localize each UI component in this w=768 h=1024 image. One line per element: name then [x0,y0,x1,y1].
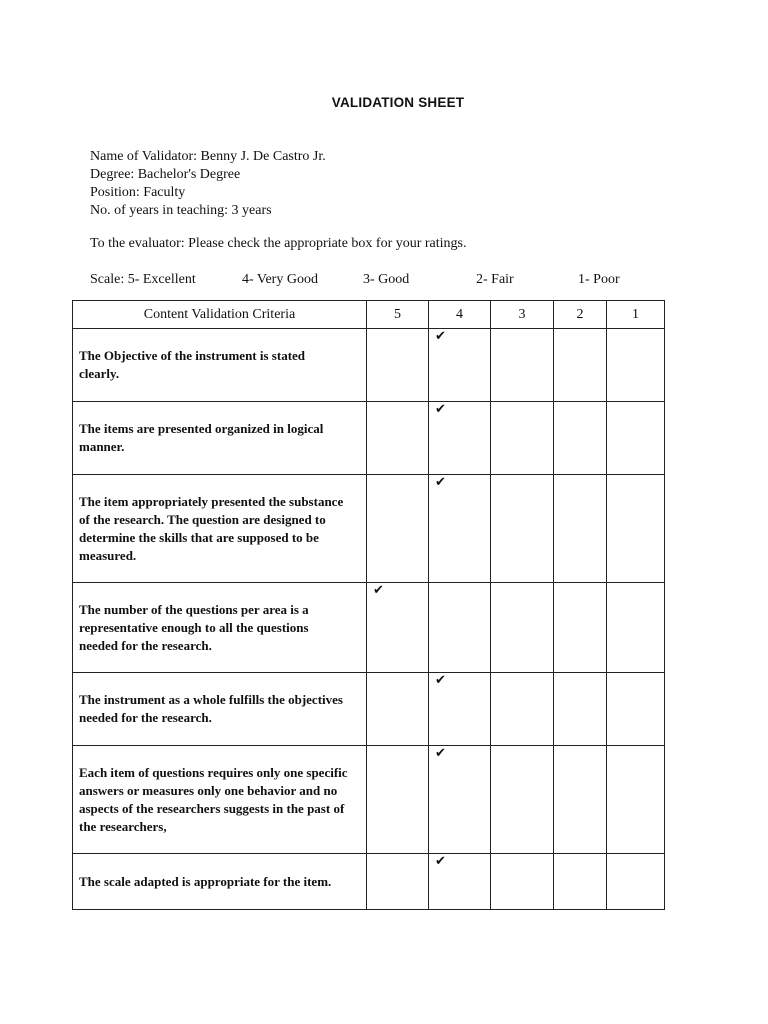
scale-1-poor: 1- Poor [578,272,620,287]
header-rating-5: 5 [367,301,429,329]
checkmark-icon: ✔ [435,402,446,417]
rating-cell-1[interactable] [607,329,665,402]
rating-cell-5[interactable] [367,746,429,854]
rating-cell-1[interactable] [607,746,665,854]
rating-cell-1[interactable] [607,402,665,475]
checkmark-icon: ✔ [373,583,384,598]
header-rating-2: 2 [554,301,607,329]
validator-info [90,148,326,220]
rating-cell-2[interactable] [554,854,607,910]
checkmark-icon: ✔ [435,746,446,761]
evaluator-instruction: To the evaluator: Please check the appropriate box for your ratings. [90,236,467,251]
rating-cell-4[interactable] [429,746,491,854]
rating-cell-5[interactable] [367,475,429,583]
rating-cell-3[interactable] [491,583,554,673]
scale-5-excellent: Scale: 5- Excellent [90,272,196,287]
validator-degree: Degree: Bachelor's Degree [90,167,241,182]
criterion-cell: The Objective of the instrument is stated clearly. [73,329,367,402]
validator-position: Position: Faculty [90,185,186,200]
table-row [73,673,665,746]
criterion-cell: The items are presented organized in logical manner. [73,402,367,475]
rating-cell-5[interactable] [367,402,429,475]
validator-name: Name of Validator: Benny J. De Castro Jr. [90,149,326,164]
rating-cell-5[interactable] [367,329,429,402]
rating-cell-1[interactable] [607,673,665,746]
rating-cell-5[interactable] [367,673,429,746]
checkmark-icon: ✔ [435,854,446,869]
header-rating-4: 4 [429,301,491,329]
rating-cell-4[interactable] [429,329,491,402]
criterion-cell: Each item of questions requires only one specific answers or measures only one behavior and no aspects of the researchers suggests in the past of the researchers, [73,746,367,854]
criterion-cell: The number of the questions per area is a representative enough to all the questions needed for the research. [73,583,367,673]
rating-cell-2[interactable] [554,402,607,475]
criterion-cell: The item appropriately presented the substance of the research. The question are designed to determine the skills that are supposed to be measured. [73,475,367,583]
checkmark-icon: ✔ [435,475,446,490]
rating-cell-4[interactable] [429,583,491,673]
criterion-cell: The instrument as a whole fulfills the objectives needed for the research. [73,673,367,746]
rating-cell-4[interactable] [429,673,491,746]
rating-cell-3[interactable] [491,402,554,475]
scale-3-good: 3- Good [363,272,410,287]
rating-cell-1[interactable] [607,583,665,673]
table-row [73,475,665,583]
table-header-row [73,301,665,329]
header-rating-1: 1 [607,301,665,329]
rating-cell-3[interactable] [491,673,554,746]
table-row [73,402,665,475]
header-criteria: Content Validation Criteria [73,301,367,329]
rating-cell-3[interactable] [491,746,554,854]
rating-cell-3[interactable] [491,475,554,583]
rating-cell-2[interactable] [554,583,607,673]
rating-cell-2[interactable] [554,329,607,402]
criterion-cell: The scale adapted is appropriate for the item. [73,854,367,910]
rating-cell-1[interactable] [607,475,665,583]
header-rating-3: 3 [491,301,554,329]
table-row [73,329,665,402]
scale-4-very-good: 4- Very Good [242,272,318,287]
rating-cell-5[interactable] [367,583,429,673]
rating-cell-5[interactable] [367,854,429,910]
rating-cell-1[interactable] [607,854,665,910]
page-title: VALIDATION SHEET [331,95,465,110]
rating-cell-2[interactable] [554,475,607,583]
checkmark-icon: ✔ [435,673,446,688]
rating-cell-4[interactable] [429,854,491,910]
checkmark-icon: ✔ [435,329,446,344]
rating-cell-2[interactable] [554,746,607,854]
rating-cell-4[interactable] [429,402,491,475]
validation-table [72,300,665,910]
rating-cell-2[interactable] [554,673,607,746]
rating-cell-4[interactable] [429,475,491,583]
table-row [73,746,665,854]
rating-cell-3[interactable] [491,329,554,402]
scale-2-fair: 2- Fair [476,272,514,287]
table-row [73,583,665,673]
validator-years-teaching: No. of years in teaching: 3 years [90,203,272,218]
table-row [73,854,665,910]
rating-cell-3[interactable] [491,854,554,910]
